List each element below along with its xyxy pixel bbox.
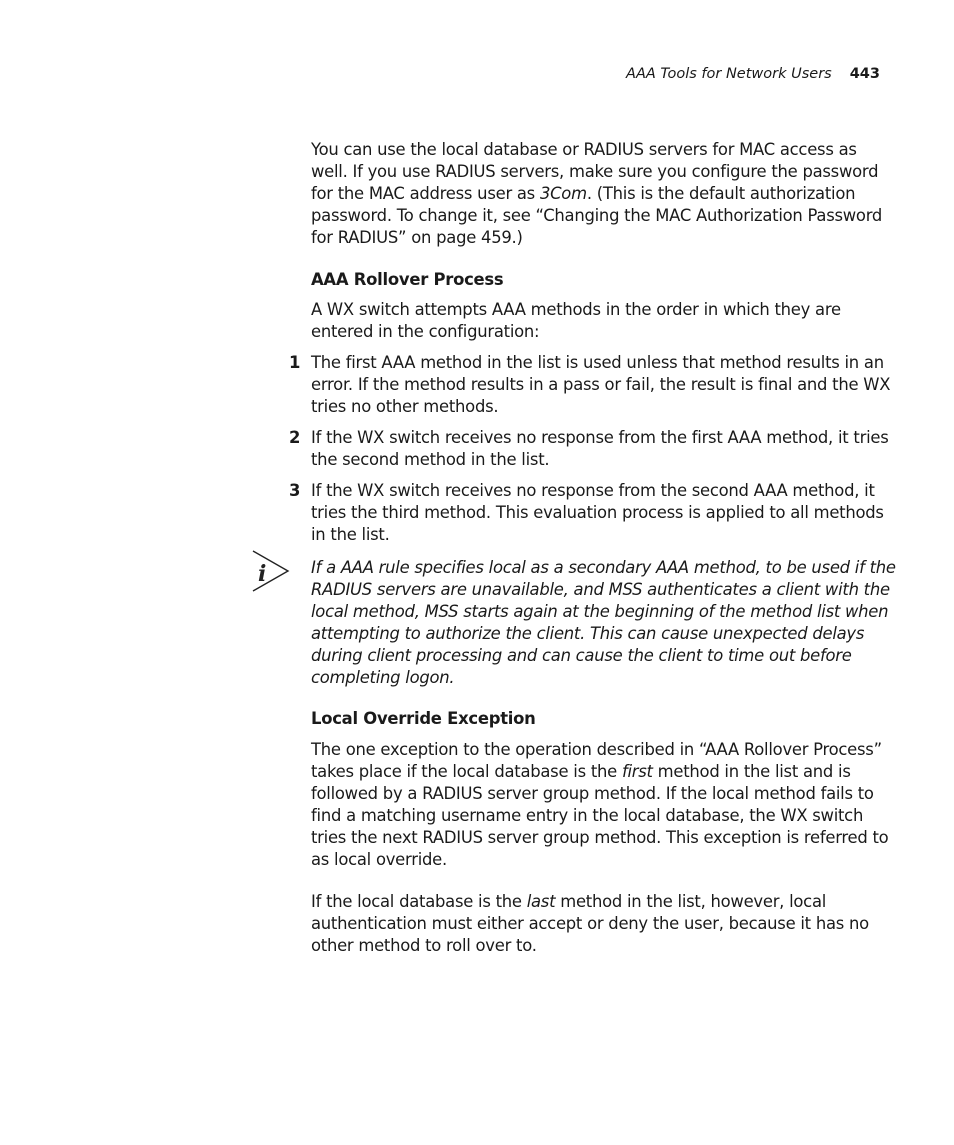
info-icon	[251, 549, 291, 593]
step-number: 2	[289, 428, 301, 447]
running-header	[626, 66, 880, 82]
step-item	[289, 427, 896, 471]
step-text: If the WX switch receives no response from the first AAA method, it tries the second method in the list.	[311, 428, 889, 469]
override-heading: Local Override Exception	[311, 709, 536, 728]
rollover-steps	[289, 352, 896, 546]
header-title: AAA Tools for Network Users	[626, 66, 832, 82]
override-paragraph-1	[311, 739, 896, 871]
step-text: If the WX switch receives no response from the second AAA method, it tries the third method. This evaluation process is applied to all methods in the list.	[311, 481, 884, 544]
step-item	[289, 480, 896, 546]
override-paragraph-2	[311, 891, 896, 957]
override-p2-emphasis: last	[526, 892, 556, 911]
step-item	[289, 352, 896, 418]
rollover-heading: AAA Rollover Process	[311, 270, 504, 289]
override-p2-part2: method in the list, however, local authentication must either accept or deny the user, because it has no other method to roll over to.	[311, 892, 869, 955]
note-text: If a AAA rule specifies local as a secondary AAA method, to be used if the RADIUS servers are unavailable, and MSS authenticates a client with the local method, MSS starts again at the beginning of the method list when attempting to authorize the client. This can cause unexpected delays during client processing and can cause the client to time out before completing logon.	[311, 558, 896, 687]
intro-text-part2: . (This is the default authorization password. To change it, see “Changing the MAC Authorization Password for RADIUS” on page 459.)	[311, 184, 883, 247]
step-number: 3	[289, 481, 301, 500]
svg-text:i: i	[258, 561, 267, 587]
page-content	[258, 139, 896, 957]
step-text: The first AAA method in the list is used unless that method results in an error. If the method results in a pass or fail, the result is final and the WX tries no other methods.	[311, 353, 891, 416]
override-p1-part2: method in the list and is followed by a RADIUS server group method. If the local method fails to find a matching username entry in the local database, the WX switch tries the next RADIUS server group method. This exception is referred to as local override.	[311, 762, 889, 869]
page-number: 443	[849, 66, 880, 82]
intro-text-part1: You can use the local database or RADIUS servers for MAC access as well. If you use RADIUS servers, make sure you configure the password for the MAC address user as	[311, 140, 879, 203]
override-p2-part1: If the local database is the	[311, 892, 527, 911]
rollover-intro: A WX switch attempts AAA methods in the order in which they are entered in the configuration:	[311, 300, 841, 341]
override-p1-emphasis: first	[621, 762, 653, 781]
intro-paragraph	[311, 139, 896, 249]
override-p1-part1: The one exception to the operation described in “AAA Rollover Process” takes place if the local database is the	[311, 740, 882, 781]
info-note	[258, 557, 896, 689]
intro-emphasis: 3Com	[539, 184, 587, 203]
step-number: 1	[289, 353, 301, 372]
